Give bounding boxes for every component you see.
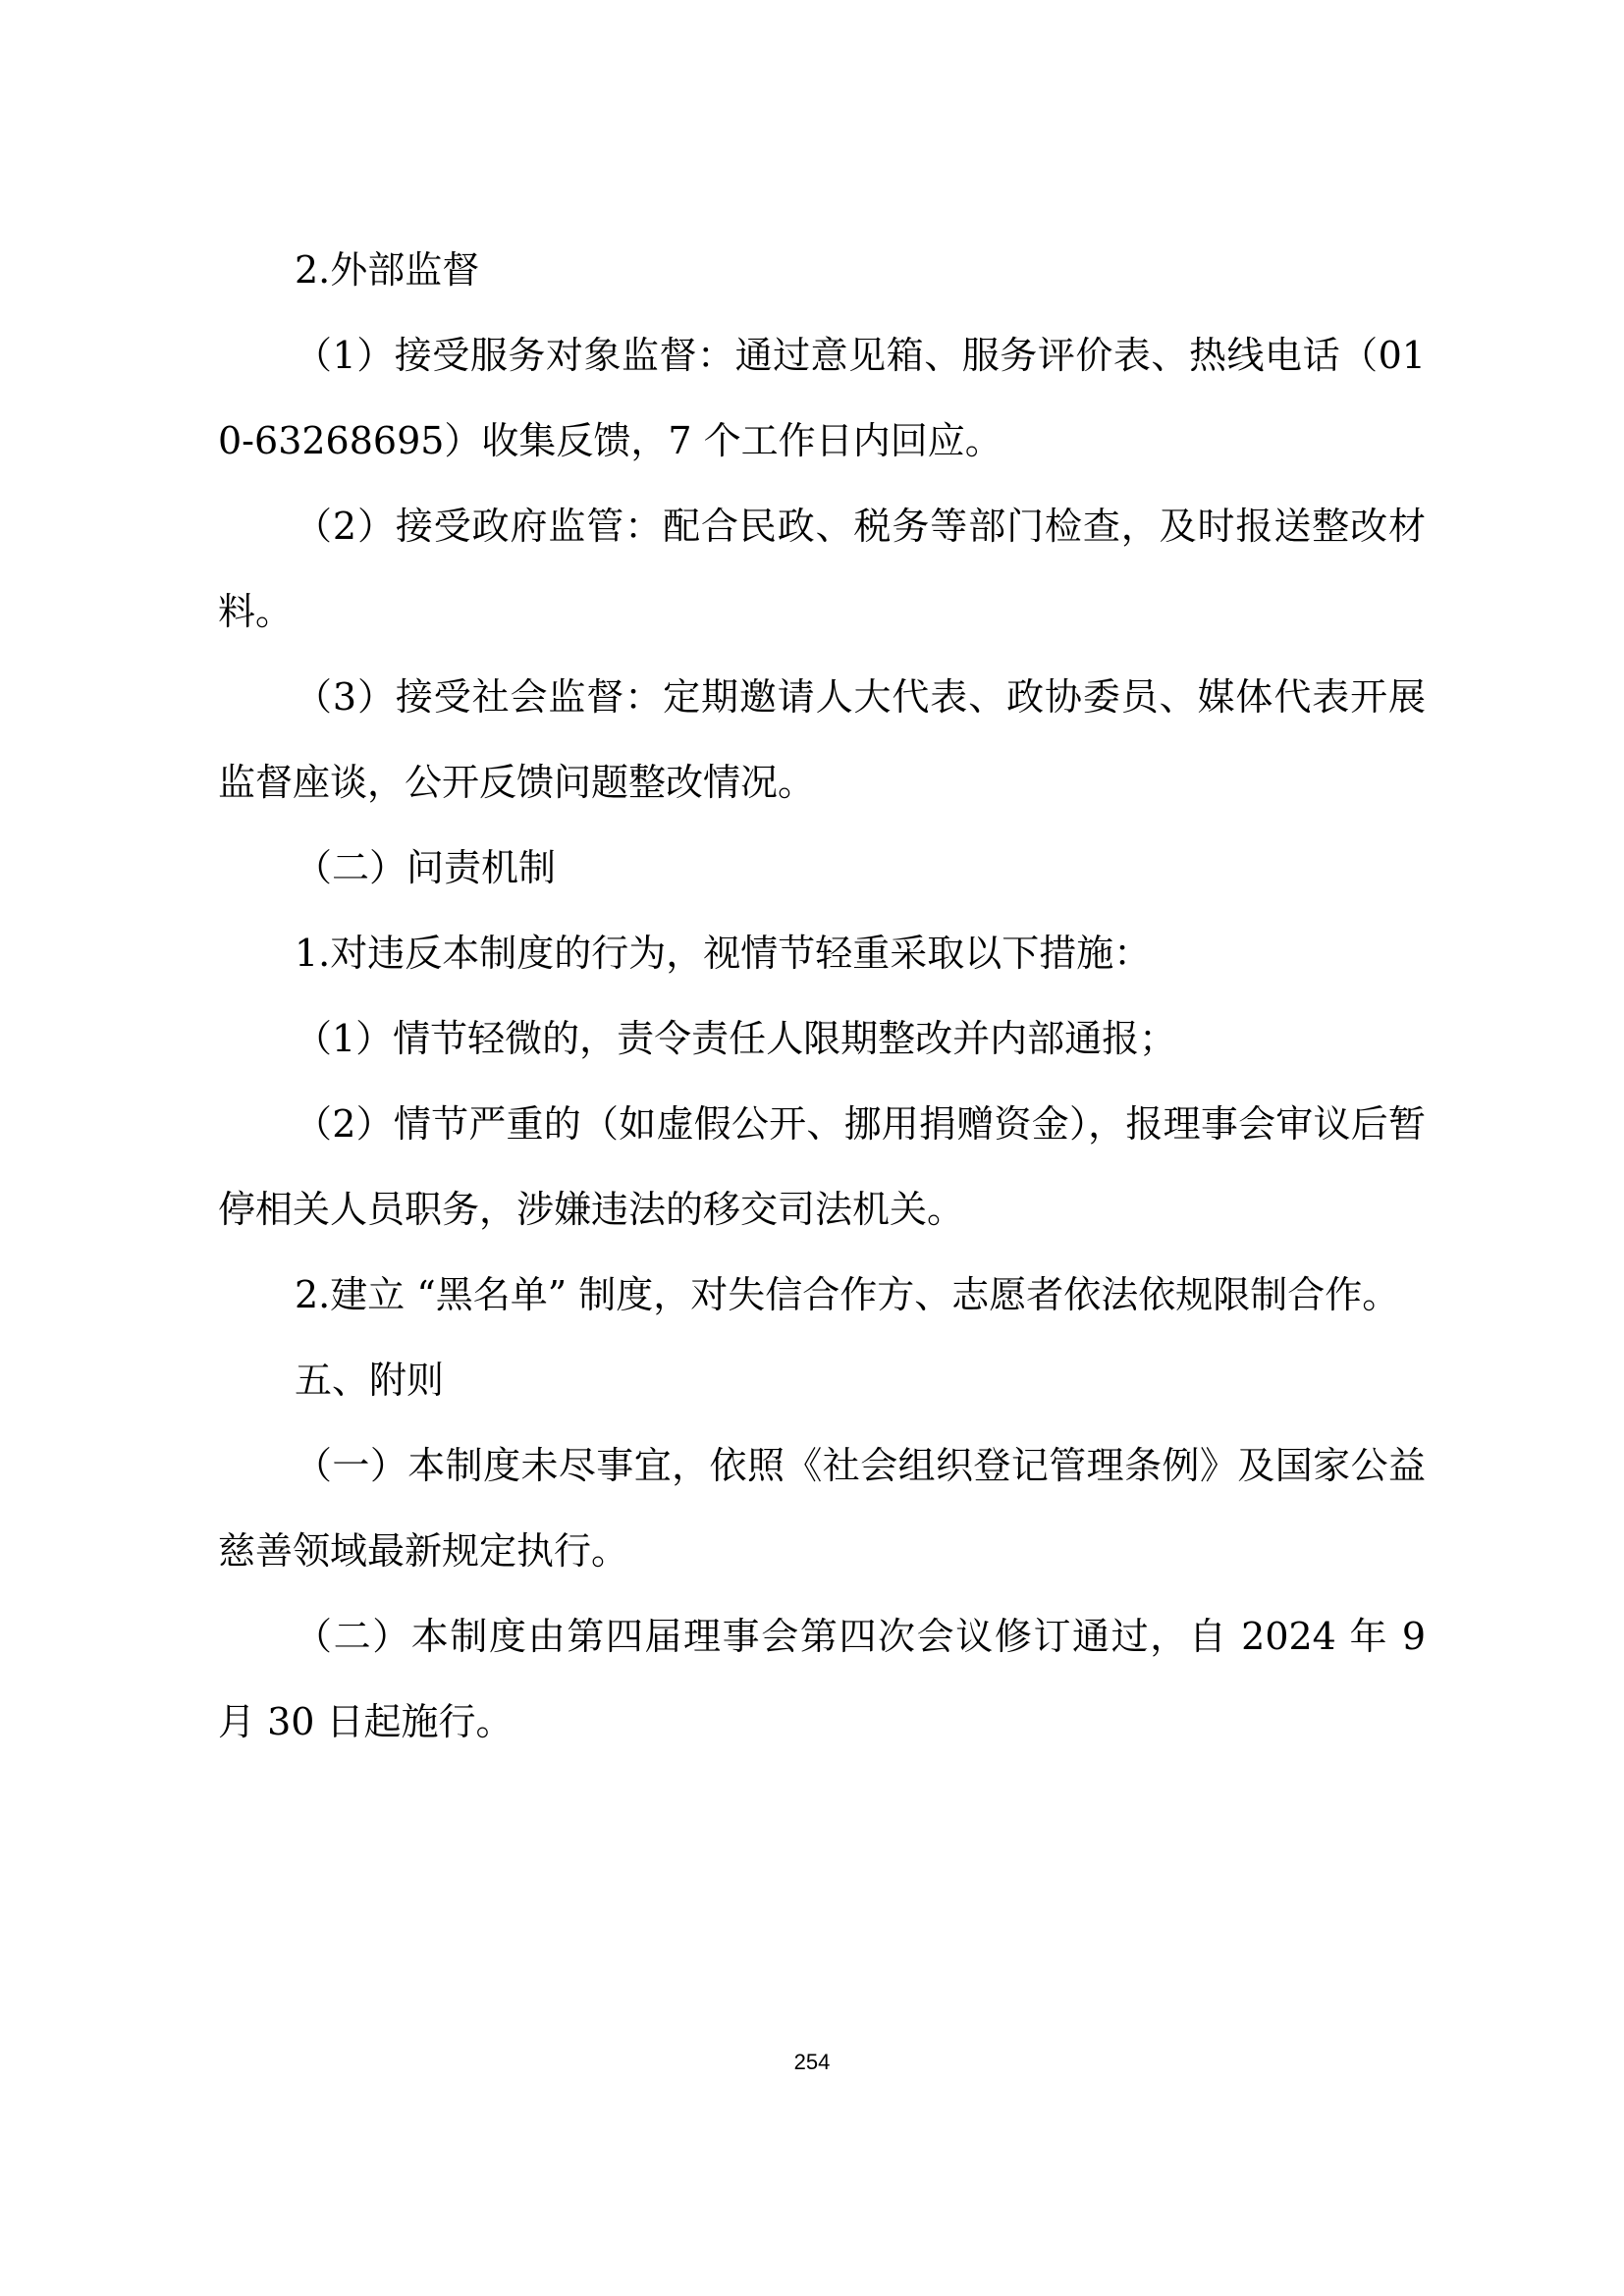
paragraph-government-supervision: （2）接受政府监管：配合民政、税务等部门检查，及时报送整改材料。 [218, 505, 1426, 633]
heading-accountability-mechanism: （二）问责机制 [295, 846, 557, 889]
heading-supplementary-provisions: 五、附则 [295, 1359, 445, 1402]
paragraph-blacklist: 2.建立 “黑名单” 制度，对失信合作方、志愿者依法依规限制合作。 [295, 1273, 1400, 1316]
paragraph-serious-violation: （2）情节严重的（如虚假公开、挪用捐赠资金），报理事会审议后暂停相关人员职务，涉嫌违法的移交司法机关。 [218, 1102, 1426, 1231]
paragraph-violation-measures: 1.对违反本制度的行为，视情节轻重采取以下措施： [295, 932, 1152, 975]
page-number: 254 [793, 2050, 831, 2074]
paragraph-social-supervision: （3）接受社会监督：定期邀请人大代表、政协委员、媒体代表开展监督座谈，公开反馈问题整改情况。 [218, 675, 1426, 804]
document-body [218, 228, 1426, 1765]
paragraph-minor-violation: （1）情节轻微的，责令责任人限期整改并内部通报； [295, 1017, 1177, 1060]
paragraph-effective-date: （二）本制度由第四届理事会第四次会议修订通过，自 2024 年 9 月 30 日起施行。 [218, 1615, 1426, 1743]
paragraph-service-object-supervision: （1）接受服务对象监督：通过意见箱、服务评价表、热线电话（010-63268695）收集反馈，7 个工作日内回应。 [218, 334, 1426, 462]
heading-external-supervision: 2.外部监督 [295, 248, 480, 292]
paragraph-unspecified-matters: （一）本制度未尽事宜，依照《社会组织登记管理条例》及国家公益慈善领域最新规定执行。 [218, 1444, 1426, 1573]
